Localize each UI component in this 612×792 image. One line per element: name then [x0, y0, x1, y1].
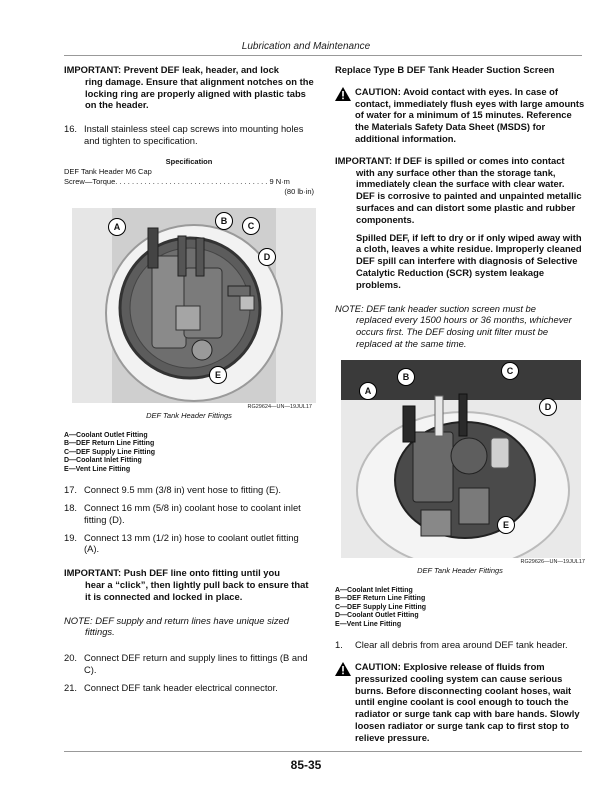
figure-legend — [64, 432, 314, 475]
legend-item: C—DEF Supply Line Fitting — [64, 448, 155, 456]
step-text: Connect 16 mm (5/8 in) coolant hose to coolant inlet fitting (D). — [84, 502, 301, 525]
step-1 — [335, 639, 585, 651]
step-18 — [64, 502, 314, 526]
callout-d: D — [539, 398, 557, 416]
def-header-illustration — [72, 208, 316, 403]
legend-item: B—DEF Return Line Fitting — [64, 440, 155, 448]
important-text-first: Push DEF line onto fitting until you — [123, 567, 280, 579]
step-number: 18. — [64, 502, 78, 514]
footer-rule — [64, 751, 582, 752]
legend-item: B—DEF Return Line Fitting — [335, 595, 426, 603]
important-label: IMPORTANT: — [335, 154, 393, 166]
important-notice-locking-ring — [64, 64, 314, 111]
warning-triangle-icon — [335, 86, 355, 145]
note-def-lines — [64, 615, 314, 639]
important-notice-def-line — [64, 567, 314, 602]
step-20 — [64, 652, 314, 676]
step-21 — [64, 682, 314, 694]
step-number: 20. — [64, 652, 78, 664]
caution-label: CAUTION: — [355, 85, 401, 97]
important-text-rest: hear a “click”, then lightly pull back to ensure that it is connected and locked in place. — [85, 579, 309, 602]
note-text-rest: fittings. — [85, 626, 115, 638]
callout-b: B — [215, 212, 233, 230]
note-label: NOTE: — [335, 302, 364, 314]
page-number: 85-35 — [290, 758, 322, 772]
step-number: 19. — [64, 531, 78, 543]
note-text-rest: replaced every 1500 hours or 36 months, whichever occurs first. The DEF dosing unit filter must be replaced at the same time. — [356, 314, 572, 349]
note-suction-screen — [335, 303, 585, 350]
step-text: Connect DEF return and supply lines to fittings (B and C). — [84, 652, 308, 676]
step-number: 17. — [64, 484, 78, 496]
caution-cooling-system — [335, 661, 585, 744]
important-text-rest: with any surface other than the storage tank, immediately clean the surface with clear water. DEF is corrosive to painted and unpainted metallic surfaces and can distort some plastic and rubber components. — [356, 166, 582, 225]
callout-e: E — [497, 516, 515, 534]
step-text: Connect 13 mm (1/2 in) hose to coolant outlet fitting (A). — [84, 531, 299, 555]
legend-item: A—Coolant Outlet Fitting — [64, 431, 148, 439]
step-19 — [64, 532, 314, 556]
figure-def-header-left — [72, 208, 316, 403]
step-text: Connect 9.5 mm (3/8 in) vent hose to fitting (E). — [84, 484, 281, 496]
def-header-photo-illustration — [341, 360, 581, 558]
step-text: Connect DEF tank header electrical connector. — [84, 681, 278, 693]
spec-title: Specification — [165, 156, 213, 166]
important-label: IMPORTANT: — [64, 567, 122, 579]
callout-e: E — [209, 366, 227, 384]
caution-text — [355, 661, 585, 744]
note-label: NOTE: — [64, 614, 93, 626]
important-notice-def-spill — [335, 155, 585, 291]
important-label: IMPORTANT: — [64, 64, 122, 75]
caution-text — [355, 86, 585, 145]
caution-body: Avoid contact with eyes. In case of contact, immediately flush eyes with large amounts of water for a minimum of 15 minutes. Reference the Materials Safety Data Sheet (MSDS) for additional information. — [355, 85, 585, 144]
caution-eyes — [335, 86, 585, 145]
running-header: Lubrication and Maintenance — [241, 41, 371, 52]
step-text: Install stainless steel cap screws into mounting holes and tighten to specification. — [84, 123, 304, 146]
step-17 — [64, 484, 314, 496]
callout-c: C — [242, 217, 260, 235]
important-text-first: Prevent DEF leak, header, and lock — [123, 64, 279, 75]
figure-caption: DEF Tank Header Fittings — [146, 410, 232, 420]
caution-body: Explosive release of fluids from pressurized cooling system can cause serious burns. Before disconnecting coolant hoses, wait until engine coolant is cool enough to touch the radiator or surge tank cap with bare hands. Slowly loosen radiator or surge tank cap to first stop to relieve pressure. — [355, 661, 580, 743]
note-text-first: DEF tank header suction screen must be — [366, 302, 536, 314]
important-text-paragraph: Spilled DEF, if left to dry or if only wiped away with a cloth, leaves a white residue. Improperly cleaned DEF spill can interfere with diagnosis of Selective Catalytic Reduction (SCR) system leakage problems. — [356, 231, 582, 290]
step-number: 1. — [335, 639, 343, 651]
step-16 — [64, 123, 314, 147]
section-title: Replace Type B DEF Tank Header Suction Screen — [335, 64, 555, 75]
important-text-rest: ring damage. Ensure that alignment notches on the locking ring are properly aligned with plastic tabs on the header. — [85, 75, 314, 111]
callout-a: A — [108, 218, 126, 236]
spec-torque-line: Screw—Torque. . . . . . . . . . . . . . . . . . . . . . . . . . . . . . . . . . . . . 9 N·m — [64, 176, 290, 186]
step-text: Clear all debris from area around DEF tank header. — [355, 639, 568, 651]
step-number: 21. — [64, 681, 78, 693]
figure-id: RG29624—UN—19JUL17 — [247, 403, 312, 410]
callout-a: A — [359, 382, 377, 400]
figure-def-header-right — [341, 360, 581, 558]
legend-item: E—Vent Line Fitting — [64, 465, 131, 473]
legend-item: D—Coolant Inlet Fitting — [64, 457, 142, 465]
important-text-first: If DEF is spilled or comes into contact — [394, 154, 565, 166]
callout-b: B — [397, 368, 415, 386]
spec-torque-imperial: (80 lb·in) — [284, 186, 314, 196]
legend-item: E—Vent Line Fitting — [335, 620, 402, 628]
legend-item: D—Coolant Outlet Fitting — [335, 612, 419, 620]
spec-item: DEF Tank Header M6 Cap — [64, 166, 152, 176]
legend-item: A—Coolant Inlet Fitting — [335, 586, 413, 594]
figure-caption: DEF Tank Header Fittings — [417, 565, 503, 575]
figure-id: RG29626—UN—19JUL17 — [520, 558, 585, 565]
callout-d: D — [258, 248, 276, 266]
callout-c: C — [501, 362, 519, 380]
step-number: 16. — [64, 123, 78, 135]
figure-legend — [335, 587, 585, 630]
warning-triangle-icon — [335, 661, 355, 744]
right-column — [335, 64, 585, 754]
note-text-first: DEF supply and return lines have unique sized — [95, 614, 289, 626]
header-rule — [64, 55, 582, 56]
legend-item: C—DEF Supply Line Fitting — [335, 603, 426, 611]
left-column — [64, 64, 314, 700]
caution-label: CAUTION: — [355, 661, 401, 673]
